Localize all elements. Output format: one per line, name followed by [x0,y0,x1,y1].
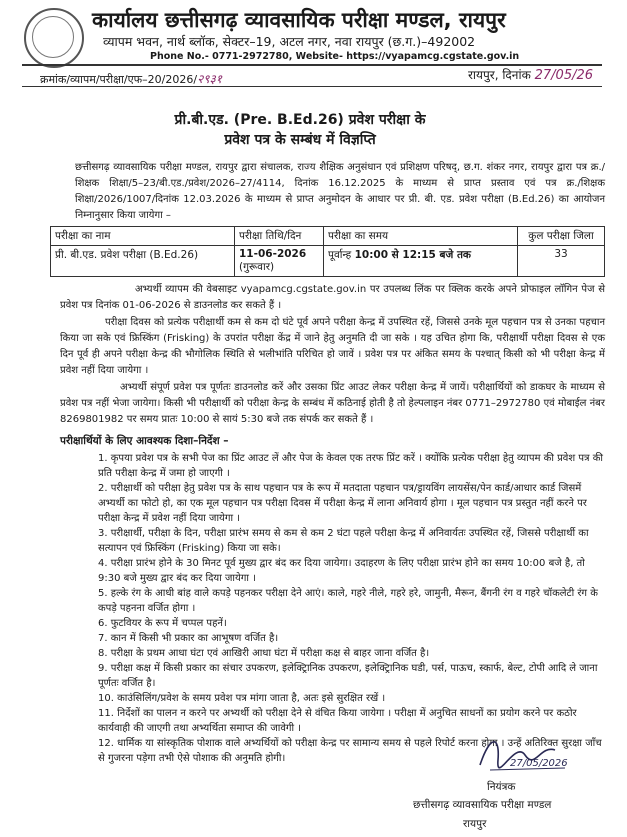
body-paragraph-helpline: अभ्यर्थी संपूर्ण प्रवेश पत्र पूर्णतः डाउनलोड करें और उसका प्रिंट आउट लेकर परीक्षा केन्द्र में जायें। परीक्षार्थियों को डाकघर के माध्यम से प्रवेश पत्र नहीं भेजा जायेगा। किसी भी परीक्षार्थी को परीक्षा केन्द्र के सम्बंध में कठिनाई होती है तो हेल्पलाइन नंबर 0771–2972780 एवं मोबाईल नंबर 8269801982 पर समय प्रातः 10:00 से सायं 5:30 बजे तक संपर्क कर सकते हैं । [60,382,605,425]
list-item: 12. धार्मिक या सांस्कृतिक पोशाक वाले अभ्यर्थियों को परीक्षा केन्द्र पर सामान्य समय से पहले रिपोर्ट करना होगा । उन्हें अतिरिक्त सुरक्षा जाँच से गुजरना पड़ेगा तभी ऐसे पोशाक की अनुमति होगी। [98,738,602,764]
signature-date: 27/05/2026 [510,758,568,769]
table-row [51,246,605,277]
intro-paragraph: छत्तीसगढ़ व्यावसायिक परीक्षा मण्डल, रायपुर द्वारा संचालक, राज्य शैक्षिक अनुसंधान एवं प्रशिक्षण परिषद्, छ.ग. शंकर नगर, रायपुर द्वारा पत्र क्र./शिक्षक शिक्षा/5–23/बी.एड./प्रवेश/2026–27/4114, दिनांक 16.12.2025 के माध्यम से प्राप्त प्रस्ताव एवं पत्र क्र./शिक्षक शिक्षा/2026/1007/दिनांक 12.03.2026 के माध्यम से प्राप्त अनुमोदन के आधार पर प्री. बी. एड. प्रवेश परीक्षा (B.Ed.26) का आयोजन निम्नानुसार किया जायेगा – [75,162,605,221]
exam-day: (गुरूवार) [239,261,275,273]
instructions-list [98,451,603,766]
instructions-title: परीक्षार्थियों के लिए आवश्यक दिशा–निर्देश – [60,435,229,447]
exam-date: 11-06-2026 [239,248,307,260]
body-paragraph-download: अभ्यर्थी व्यापम की वेबसाइट vyapamcg.cgstate.gov.in पर उपलब्ध लिंक पर क्लिक करके अपने प्रोफाइल लॉगिन पेज से प्रवेश पत्र दिनांक 01-06-2026 से डाउनलोड कर सकते हैं । [60,284,605,311]
exam-time: 10:00 से 12:15 बजे तक [354,249,471,261]
exam-time-cell [324,246,518,277]
office-contact: Phone No.- 0771-2972780, Website- https://vyapamcg.cgstate.gov.in [150,51,520,62]
reference-handwritten-number: २९३१ [197,72,223,86]
reference-date [468,66,593,83]
signatory-organization: छत्तीसगढ़ व्यावसायिक परीक्षा मण्डल [413,799,552,811]
date-label: रायपुर, दिनांक [468,68,531,82]
exam-date-cell [235,246,324,277]
list-item: 10. काउंसिलिंग/प्रवेश के समय प्रवेश पत्र मांगा जाता है, अतः इसे सुरक्षित रखें । [98,693,386,704]
list-item: 9. परीक्षा कक्ष में किसी प्रकार का संचार उपकरण, इलेक्ट्रिानिक उपकरण, इलेक्ट्रिानिक घडी, पर्स, पाऊच, स्कार्फ, बेल्ट, टोपी आदि ले जाना पूर्णतः वर्जित है। [98,663,598,689]
handwritten-date: 27/05/26 [534,68,594,83]
exam-shift: पूर्वान्ह [328,249,352,261]
table-header-cell: परीक्षा तिथि/दिन [235,227,324,246]
subject-line-2: प्रवेश पत्र के सम्बंध में विज्ञप्ति [224,132,376,148]
office-address: व्यापम भवन, नार्थ ब्लॉक, सेक्टर–19, अटल नगर, नवा रायपुर (छ.ग.)–492002 [103,34,476,49]
table-header-cell: कुल परीक्षा जिला [518,227,605,246]
list-item: 6. फुटवियर के रूप में चप्पल पहनें। [98,618,227,629]
exam-name-cell: प्री. बी.एड. प्रवेश परीक्षा (B.Ed.26) [51,246,235,277]
list-item: 8. परीक्षा के प्रथम आधा घंटा एवं आखिरी आधा घंटा में परीक्षा कक्ष से बाहर जाना वर्जित है। [98,648,430,659]
body-paragraph-reporting: परीक्षा दिवस को प्रत्येक परीक्षार्थी कम से कम दो घंटे पूर्व अपने परीक्षा केन्द्र में उपस्थित रहें, जिससे उनके मूल पहचान पत्र से उनका पहचान किया जा सके एवं फ्रिस्किंग (Frisking) के उपरांत परीक्षा केंद्र में जाने हेतु अनुमति दी जा सके । यह उचित होगा कि, परीक्षार्थी परीक्षा दिवस से एक दिन पूर्व ही अपने परीक्षा केन्द्र की भौगोलिक स्थिति से भलीभांति परिचित हो जावें । प्रवेश पत्र पर अंकित समय के पश्चात् किसी को भी परीक्षा केन्द्र में प्रवेश नहीं दिया जायेगा । [60,317,605,376]
list-item: 3. परीक्षार्थी, परीक्षा के दिन, परीक्षा प्रारंभ समय से कम से कम 2 घंटा पहले परीक्षा केन्द्र में अनिवार्यतः उपस्थित रहें, जिससे परीक्षार्थी का सत्यापन एवं फ्रिस्किंग (Frisking) किया जा सके। [98,528,589,554]
exam-schedule-table [50,226,605,277]
list-item: 5. हल्के रंग के आधी बांह वाले कपड़े पहनकर परीक्षा देने आएं। काले, गहरे नीले, गहरे हरे, जामुनी, मैरून, बैंगनी रंग व गहरे चॉकलेटी रंग के कपड़े पहनना वर्जित होगा । [98,588,598,614]
reference-number [40,70,222,87]
vyapam-logo-inner [32,16,74,58]
list-item: 4. परीक्षा प्रारंभ होने के 30 मिनट पूर्व मुख्य द्वार बंद कर दिया जायेगा। उदाहरण के लिए परीक्षा प्रारंभ होने का समय 10:00 बजे है, तो 9:30 बजे मुख्य द्वार बंद कर दिया जायेगा । [98,558,585,584]
table-header-row [51,227,605,246]
exam-districts-cell: 33 [518,246,605,277]
reference-divider [22,86,602,87]
list-item: 2. परीक्षार्थी को परीक्षा हेतु प्रवेश पत्र के साथ पहचान पत्र के रूप में मतदाता पहचान पत्र/ड्रायविंग लायसेंस/पेन कार्ड/आधार कार्ड जिसमें अभ्यर्थी का फोटो हो, का एक मूल पहचान पत्र परीक्षा दिवस में परीक्षा केन्द्र में लाना अनिवार्य होगा । मूल पहचान पत्र प्रस्तुत नहीं करने पर परीक्षा केन्द्र में प्रवेश नहीं दिया जायेगा । [98,483,587,524]
signatory-city: रायपुर [463,818,487,830]
list-item: 1. कृपया प्रवेश पत्र के सभी पेज का प्रिंट आउट लें और पेज के केवल एक तरफ प्रिंट करें । क्योंकि प्रत्येक परीक्षा हेतु व्यापम की प्रवेश पत्र की प्रति परीक्षा केन्द्र में जमा हो जाएगी । [98,453,603,479]
table-header-cell: परीक्षा का समय [324,227,518,246]
signatory-designation: नियंत्रक [487,781,516,793]
office-title: कार्यालय छत्तीसगढ़ व्यावसायिक परीक्षा मण्डल, रायपुर [92,8,506,32]
signature-scribble [470,730,580,780]
list-item: 7. कान में किसी भी प्रकार का आभूषण वर्जित है। [98,633,279,644]
subject-line-1: प्री.बी.एड. (Pre. B.Ed.26) प्रवेश परीक्षा के [174,112,426,128]
table-header-cell: परीक्षा का नाम [51,227,235,246]
reference-prefix: क्रमांक/व्यापम/परीक्षा/एफ–20/2026/ [40,73,198,86]
list-item: 11. निर्देशों का पालन न करने पर अभ्यर्थी को परीक्षा देने से वंचित किया जायेगा । परीक्षा में अनुचित साधनों का प्रयोग करने पर कठोर कार्यवाही की जाएगी तथा अभ्यर्थिता समाप्त की जावेगी । [98,708,577,734]
